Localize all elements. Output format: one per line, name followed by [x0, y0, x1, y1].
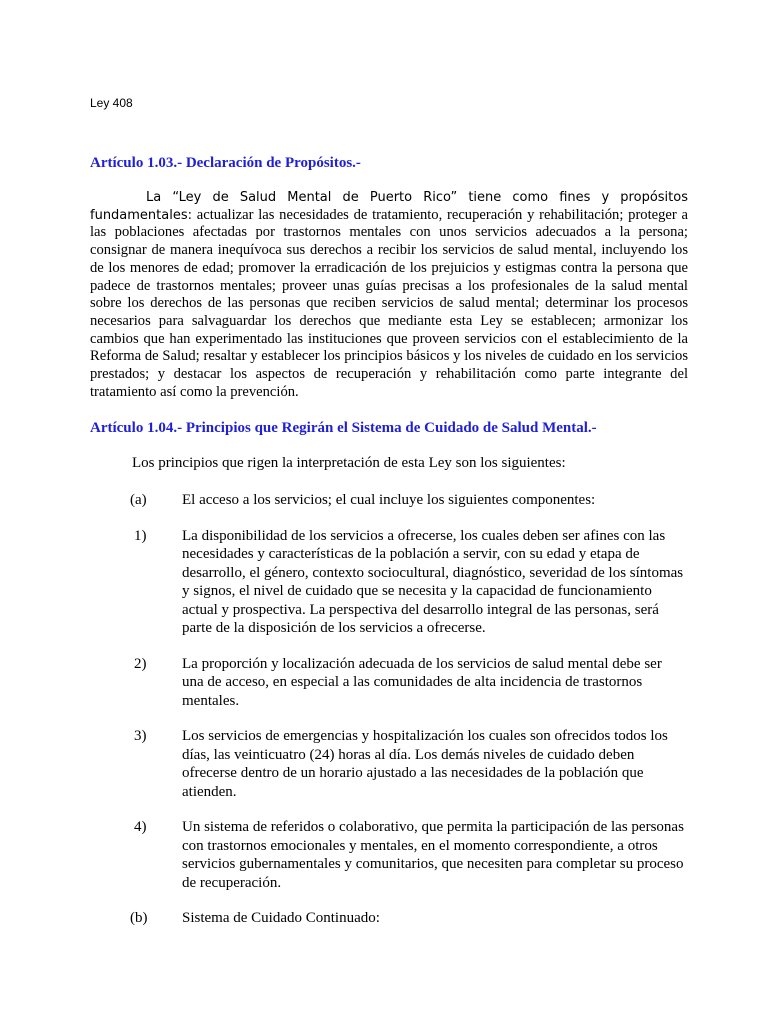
- list-item-text: Un sistema de referidos o colaborativo, que permita la participación de las personas con trastornos emocionales y mentales, en el momento correspondiente, a otros servicios gubernamentales y comunitarios, que necesiten para completar su proceso de recuperación.: [182, 819, 684, 891]
- list-item-text: Sistema de Cuidado Continuado:: [182, 910, 380, 927]
- document-label: Ley 408: [90, 96, 133, 110]
- list-item-b: [90, 909, 688, 928]
- list-item-text: Los servicios de emergencias y hospitalización los cuales son ofrecidos todos los días, las veinticuatro (24) horas al día. Los demás niveles de cuidado deben ofrecerse dentro de un horario ajustado a las necesidades de la población que atienden.: [182, 728, 668, 800]
- list-item-4: [90, 818, 688, 892]
- list-marker: 2): [134, 655, 147, 672]
- list-item-text: La proporción y localización adecuada de los servicios de salud mental debe ser una de acceso, en especial a las comunidades de alta incidencia de trastornos mentales.: [182, 655, 662, 709]
- list-marker: 1): [134, 527, 147, 544]
- list-item-2: [90, 655, 688, 711]
- article-1-04-intro: Los principios que rigen la interpretación de esta Ley son los siguientes:: [132, 455, 566, 472]
- article-1-03-intro: La “Ley de Salud Mental de Puerto Rico” tiene como fines y propósitos fundamentales:: [90, 190, 688, 223]
- list-marker: (b): [130, 910, 148, 927]
- list-marker: 4): [134, 819, 147, 836]
- list-marker: 3): [134, 728, 147, 745]
- article-1-03-body: actualizar las necesidades de tratamiento, recuperación y rehabilitación; proteger a las poblaciones afectadas por trastornos mentales con unos servicios adecuados a la persona; consignar de manera inequívoca sus derechos a recibir los servicios de salud mental, incluyendo los de los menores de edad; promover la erradicación de los prejuicios y estigmas contra la persona que padece de trastornos mentales; proveer unas guías precisas a los profesionales de la salud mental sobre los derechos de las personas que reciben servicios de salud mental; determinar los procesos necesarios para salvaguardar los derechos que mediante esta Ley se establecen; armonizar los cambios que han experimentado las instituciones que proveen servicios con el establecimiento de la Reforma de Salud; resaltar y establecer los principios básicos y los niveles de cuidado en los servicios prestados; y destacar los aspectos de recuperación y rehabilitación como parte integrante del tratamiento así como la prevención.: [90, 206, 688, 400]
- list-marker: (a): [130, 492, 147, 509]
- list-item-text: El acceso a los servicios; el cual incluye los siguientes componentes:: [182, 492, 596, 509]
- article-1-04-heading: Artículo 1.04.- Principios que Regirán el Sistema de Cuidado de Salud Mental.-: [90, 420, 597, 437]
- list-item-1: [90, 527, 688, 638]
- list-item-text: La disponibilidad de los servicios a ofrecerse, los cuales deben ser afines con las necesidades y características de la población a servir, con su edad y etapa de desarrollo, el género, contexto sociocultural, diagnóstico, severidad de los síntomas y signos, el nivel de cuidado que se necesita y la capacidad de funcionamiento actual y prospectiva. La perspectiva del desarrollo integral de las personas, será parte de la disposición de los servicios a ofrecerse.: [182, 527, 684, 637]
- article-1-03-heading: Artículo 1.03.- Declaración de Propósitos.-: [90, 155, 361, 171]
- list-item-3: [90, 727, 688, 801]
- article-1-03-paragraph: [90, 189, 688, 401]
- list-item-a: [90, 491, 688, 510]
